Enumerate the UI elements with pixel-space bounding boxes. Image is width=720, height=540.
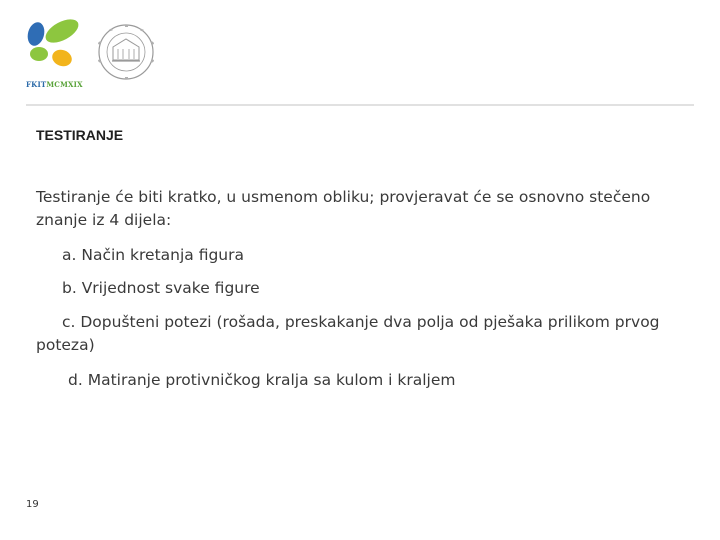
slide-title: TESTIRANJE xyxy=(36,127,124,143)
list-item: d. Matiranje protivničkog kralja sa kulom i kraljem xyxy=(68,371,456,389)
header-divider xyxy=(26,104,694,106)
list-item: a. Način kretanja figura xyxy=(62,246,244,264)
page-number: 19 xyxy=(26,499,39,510)
list-item: c. Dopušteni potezi (rošada, preskakanje dva polja od pješaka prilikom prvog poteza) xyxy=(36,313,660,354)
intro-paragraph: Testiranje će biti kratko, u usmenom obliku; provjeravat će se osnovno stečeno znanje iz 4 dijela: xyxy=(36,188,651,229)
faculty-logo xyxy=(22,14,162,94)
fkit-logo-text-a: FKIT xyxy=(26,80,47,89)
fkit-logo-text xyxy=(26,80,83,89)
fkit-logo-text-b: MCMXIX xyxy=(46,80,83,89)
list-item: b. Vrijednost svake figure xyxy=(62,279,260,297)
university-seal-icon xyxy=(98,24,154,80)
fkit-flower-logo-icon xyxy=(22,14,84,76)
